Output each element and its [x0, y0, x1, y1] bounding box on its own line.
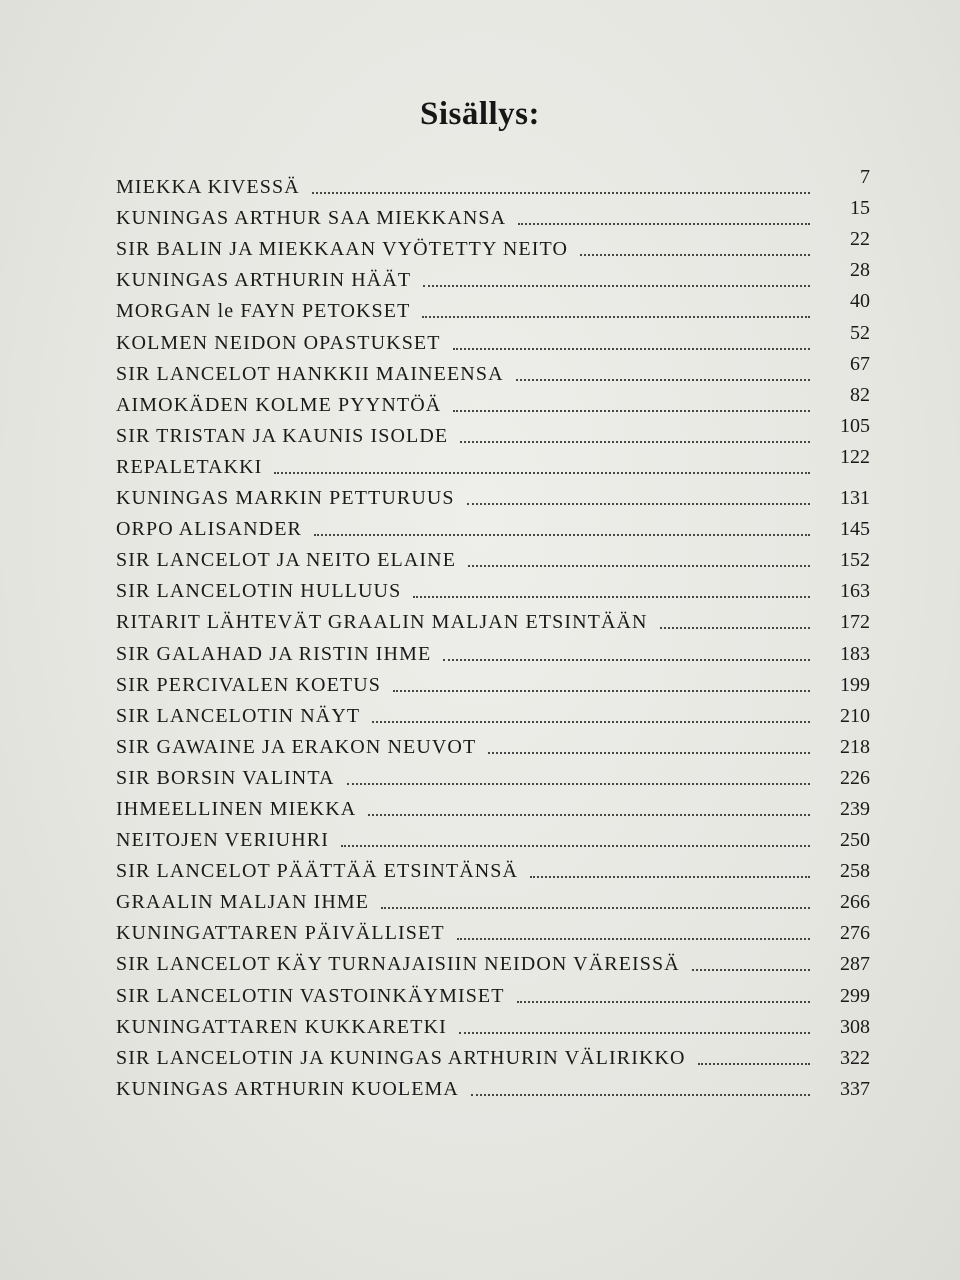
toc-entry: [116, 854, 874, 885]
toc-entry-title: SIR GALAHAD JA RISTIN IHME: [116, 642, 432, 665]
toc-entry-page-number: 226: [840, 766, 870, 789]
toc-entry: [116, 605, 874, 636]
toc-entry: [116, 730, 874, 761]
toc-entry-title: IHMEELLINEN MIEKKA: [116, 797, 357, 820]
toc-entry-page-number: 52: [850, 321, 870, 344]
toc-entry-page-number: 239: [840, 797, 870, 820]
page-title: Sisällys:: [419, 96, 541, 132]
dot-leader: [314, 534, 810, 536]
toc-entry-title: KOLMEN NEIDON OPASTUKSET: [116, 331, 441, 354]
dot-leader: [312, 192, 810, 194]
toc-entry: [116, 228, 874, 263]
toc-entry-page-number: 322: [840, 1046, 870, 1069]
toc-entry: [116, 166, 874, 201]
toc-entry: [116, 947, 874, 978]
toc-entry-page-number: 163: [840, 580, 870, 603]
toc-entry-title: SIR TRISTAN JA KAUNIS ISOLDE: [116, 424, 449, 447]
dot-leader: [368, 814, 810, 816]
dot-leader: [347, 783, 810, 785]
toc-entry: [116, 916, 874, 947]
toc-entry: [116, 512, 874, 543]
dot-leader: [698, 1063, 810, 1065]
toc-entry-title: KUNINGAS MARKIN PETTURUUS: [116, 487, 455, 510]
toc-entry-page-number: 199: [840, 673, 870, 696]
toc-entry: [116, 481, 874, 512]
toc-entry-title: RITARIT LÄHTEVÄT GRAALIN MALJAN ETSINTÄÄN: [116, 611, 648, 634]
dot-leader: [518, 223, 810, 225]
toc-entry: [116, 445, 874, 481]
toc-entry-page-number: 152: [840, 549, 870, 572]
toc-entry-title: SIR BORSIN VALINTA: [116, 766, 335, 789]
toc-entry: [116, 978, 874, 1009]
toc-entry-page-number: 122: [840, 445, 870, 468]
dot-leader: [422, 316, 810, 318]
toc-entry-page-number: 131: [840, 487, 870, 510]
toc-entry-title: SIR GAWAINE JA ERAKON NEUVOT: [116, 735, 477, 758]
table-of-contents: [116, 166, 874, 1103]
toc-entry-title: SIR LANCELOT PÄÄTTÄÄ ETSINTÄNSÄ: [116, 860, 519, 883]
toc-entry: [116, 321, 874, 356]
dot-leader: [341, 845, 810, 847]
dot-leader: [274, 472, 810, 474]
toc-entry-page-number: 266: [840, 891, 870, 914]
toc-entry-title: KUNINGAS ARTHURIN HÄÄT: [116, 269, 412, 292]
toc-entry-title: SIR LANCELOT KÄY TURNAJAISIIN NEIDON VÄREISSÄ: [116, 953, 680, 976]
dot-leader: [467, 503, 810, 505]
toc-entry-page-number: 67: [850, 352, 870, 375]
dot-leader: [468, 565, 810, 567]
dot-leader: [423, 285, 810, 287]
dot-leader: [413, 596, 810, 598]
toc-entry-page-number: 22: [850, 228, 870, 251]
dot-leader: [372, 721, 810, 723]
toc-entry-title: SIR LANCELOTIN VASTOINKÄYMISET: [116, 984, 505, 1007]
toc-entry: [116, 414, 874, 450]
toc-entry: [116, 352, 874, 388]
toc-entry: [116, 1072, 874, 1103]
dot-leader: [530, 876, 810, 878]
toc-entry-title: SIR LANCELOTIN JA KUNINGAS ARTHURIN VÄLIRIKKO: [116, 1046, 686, 1069]
toc-entry-title: SIR LANCELOT JA NEITO ELAINE: [116, 549, 457, 572]
toc-entry-title: KUNINGAS ARTHURIN KUOLEMA: [116, 1077, 459, 1100]
toc-entry: [116, 197, 874, 232]
dot-leader: [660, 627, 810, 629]
toc-entry-title: SIR LANCELOT HANKKII MAINEENSA: [116, 362, 504, 385]
toc-entry-title: KUNINGATTAREN PÄIVÄLLISET: [116, 922, 445, 945]
toc-entry: [116, 792, 874, 823]
toc-entry-page-number: 172: [840, 611, 870, 634]
toc-entry-page-number: 145: [840, 518, 870, 541]
toc-entry: [116, 1010, 874, 1041]
toc-entry-title: SIR LANCELOTIN HULLUUS: [116, 580, 402, 603]
toc-entry: [116, 574, 874, 605]
toc-entry-page-number: 28: [850, 259, 870, 282]
dot-leader: [453, 348, 810, 350]
toc-entry-page-number: 287: [840, 953, 870, 976]
toc-entry: [116, 885, 874, 916]
toc-entry-title: NEITOJEN VERIUHRI: [116, 829, 329, 852]
toc-entry-page-number: 7: [860, 166, 870, 189]
toc-entry-page-number: 258: [840, 860, 870, 883]
dot-leader: [381, 907, 810, 909]
toc-entry-page-number: 308: [840, 1015, 870, 1038]
toc-entry-title: SIR BALIN JA MIEKKAAN VYÖTETTY NEITO: [116, 238, 568, 261]
toc-entry: [116, 1041, 874, 1072]
toc-entry-page-number: 218: [840, 735, 870, 758]
toc-entry: [116, 543, 874, 574]
toc-entry: [116, 636, 874, 667]
dot-leader: [471, 1094, 810, 1096]
toc-entry-title: MIEKKA KIVESSÄ: [116, 176, 300, 199]
toc-entry-title: SIR PERCIVALEN KOETUS: [116, 673, 381, 696]
toc-entry: [116, 699, 874, 730]
toc-entry-page-number: 299: [840, 984, 870, 1007]
toc-entry-page-number: 82: [850, 383, 870, 406]
toc-entry-page-number: 250: [840, 829, 870, 852]
toc-entry-title: REPALETAKKI: [116, 455, 263, 478]
toc-entry-title: KUNINGATTAREN KUKKARETKI: [116, 1015, 447, 1038]
dot-leader: [692, 969, 810, 971]
toc-entry-page-number: 210: [840, 704, 870, 727]
toc-entry-title: AIMOKÄDEN KOLME PYYNTÖÄ: [116, 393, 442, 416]
toc-entry: [116, 259, 874, 294]
toc-entry-title: KUNINGAS ARTHUR SAA MIEKKANSA: [116, 207, 507, 230]
dot-leader: [459, 1032, 810, 1034]
dot-leader: [517, 1001, 810, 1003]
toc-entry-page-number: 40: [850, 290, 870, 313]
toc-entry-title: GRAALIN MALJAN IHME: [116, 891, 370, 914]
toc-entry-page-number: 105: [840, 414, 870, 437]
dot-leader: [457, 938, 810, 940]
toc-entry: [116, 668, 874, 699]
toc-entry: [116, 761, 874, 792]
dot-leader: [516, 379, 810, 381]
toc-entry-page-number: 15: [850, 197, 870, 220]
dot-leader: [460, 441, 810, 443]
toc-entry-title: MORGAN le FAYN PETOKSET: [116, 300, 411, 323]
toc-entry-page-number: 276: [840, 922, 870, 945]
toc-entry-title: SIR LANCELOTIN NÄYT: [116, 704, 361, 727]
toc-entry-page-number: 337: [840, 1077, 870, 1100]
dot-leader: [443, 659, 810, 661]
toc-entry-page-number: 183: [840, 642, 870, 665]
dot-leader: [393, 690, 810, 692]
toc-entry: [116, 823, 874, 854]
dot-leader: [488, 752, 810, 754]
toc-entry: [116, 290, 874, 325]
toc-entry: [116, 383, 874, 419]
dot-leader: [453, 410, 810, 412]
toc-entry-title: ORPO ALISANDER: [116, 518, 302, 541]
dot-leader: [580, 254, 810, 256]
